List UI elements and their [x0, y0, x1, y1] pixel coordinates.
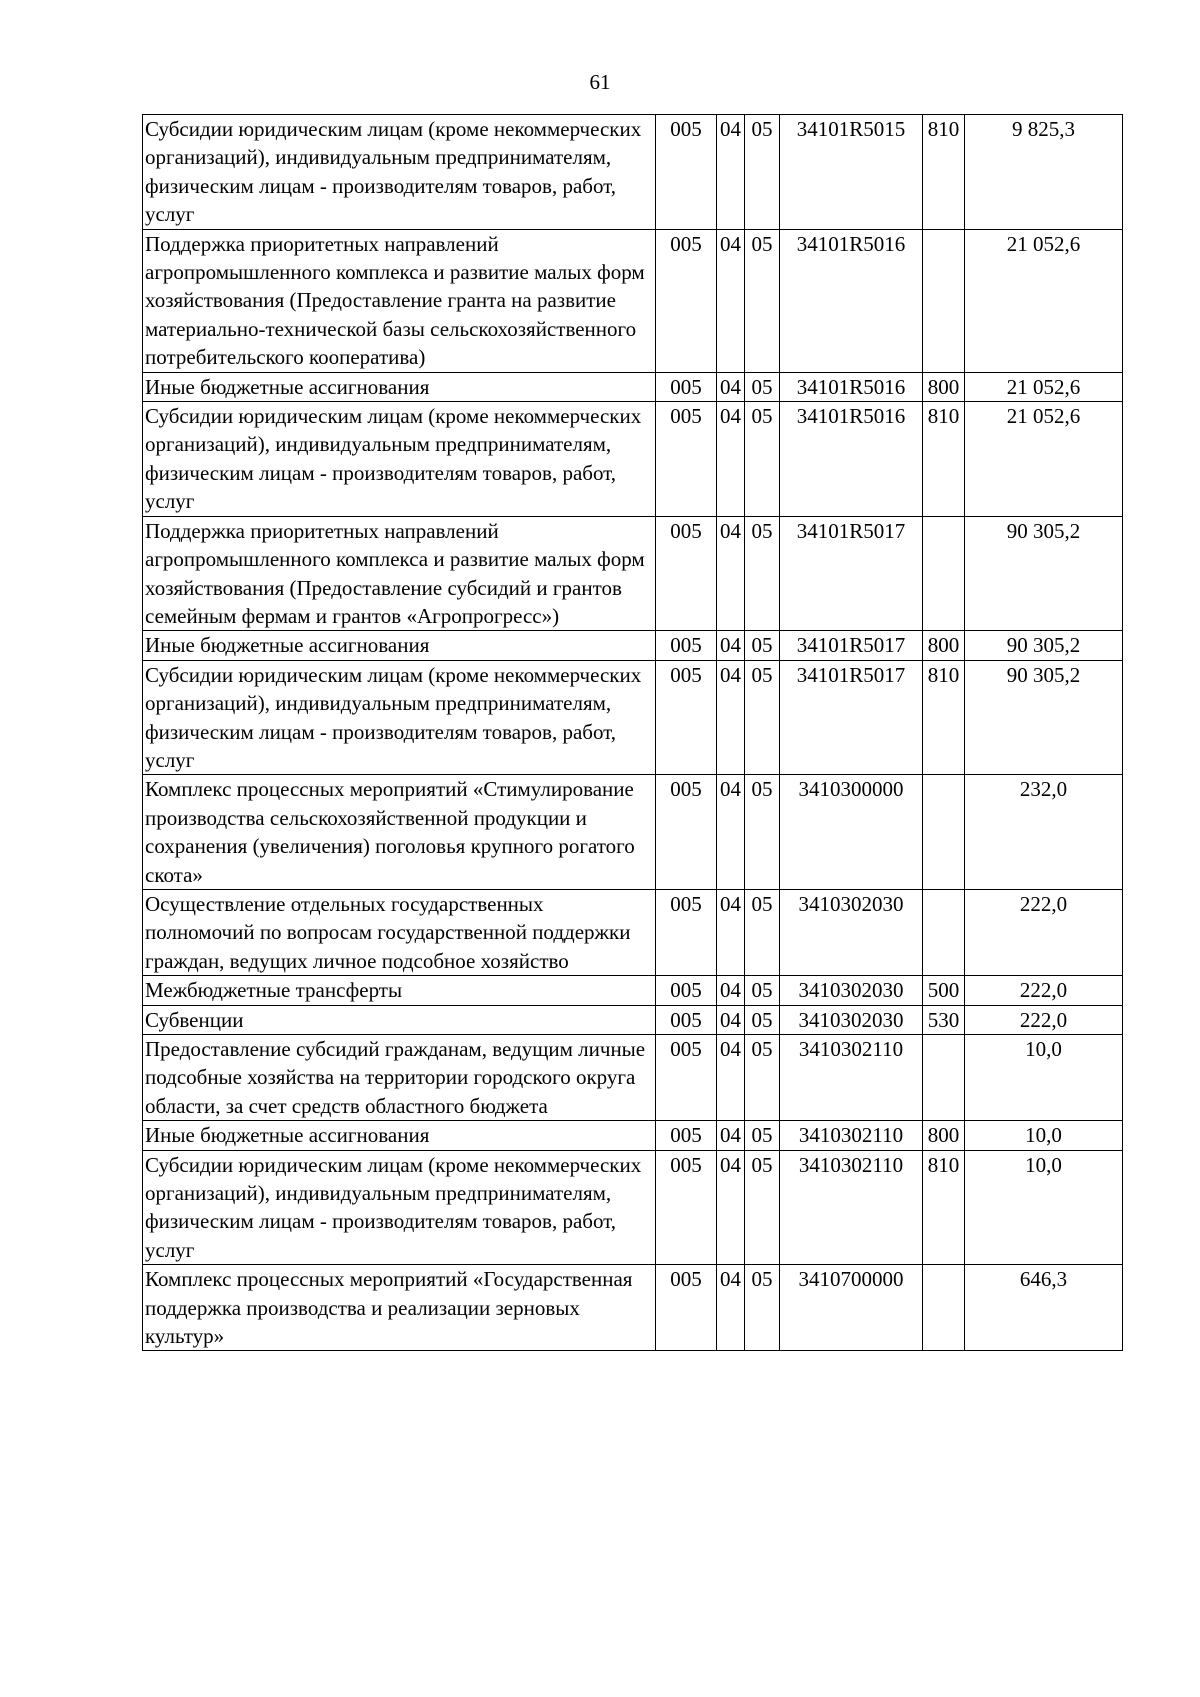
row-expense-type: 810	[923, 660, 965, 775]
row-section-code: 04	[717, 889, 745, 975]
row-section-code: 04	[717, 516, 745, 631]
row-target-article: 3410302030	[780, 889, 923, 975]
row-section-code: 04	[717, 1035, 745, 1121]
budget-table	[142, 114, 1123, 1351]
row-subsection-code: 05	[745, 372, 780, 401]
row-expense-type: 530	[923, 1005, 965, 1034]
row-amount: 222,0	[965, 889, 1123, 975]
page-number: 61	[589, 70, 611, 94]
row-section-code: 04	[717, 775, 745, 890]
table-row	[143, 1005, 1123, 1034]
row-amount: 90 305,2	[965, 516, 1123, 631]
row-subsection-code: 05	[745, 229, 780, 372]
row-ved-code: 005	[656, 516, 717, 631]
row-name: Субсидии юридическим лицам (кроме некоммерческих организаций), индивидуальным предпринимателям, физическим лицам - производителям товаров, работ, услуг	[143, 115, 656, 230]
row-name: Осуществление отдельных государственных полномочий по вопросам государственной поддержки граждан, ведущих личное подсобное хозяйство	[143, 889, 656, 975]
table-row	[143, 1121, 1123, 1150]
row-section-code: 04	[717, 631, 745, 660]
table-row	[143, 115, 1123, 230]
row-target-article: 3410302110	[780, 1150, 923, 1265]
row-expense-type	[923, 229, 965, 372]
row-section-code: 04	[717, 229, 745, 372]
row-ved-code: 005	[656, 631, 717, 660]
table-row	[143, 1150, 1123, 1265]
row-name: Иные бюджетные ассигнования	[143, 372, 656, 401]
row-section-code: 04	[717, 1265, 745, 1351]
row-ved-code: 005	[656, 1265, 717, 1351]
row-amount: 10,0	[965, 1035, 1123, 1121]
row-name: Иные бюджетные ассигнования	[143, 1121, 656, 1150]
row-amount: 21 052,6	[965, 402, 1123, 517]
row-section-code: 04	[717, 976, 745, 1005]
row-name: Поддержка приоритетных направлений агропромышленного комплекса и развитие малых форм хозяйствования (Предоставление гранта на развитие материально-технической базы сельскохозяйственного потребительского кооператива)	[143, 229, 656, 372]
row-section-code: 04	[717, 1150, 745, 1265]
row-section-code: 04	[717, 1121, 745, 1150]
row-name: Предоставление субсидий гражданам, ведущим личные подсобные хозяйства на территории городского округа области, за счет средств областного бюджета	[143, 1035, 656, 1121]
row-ved-code: 005	[656, 775, 717, 890]
row-ved-code: 005	[656, 372, 717, 401]
row-subsection-code: 05	[745, 1035, 780, 1121]
row-target-article: 3410300000	[780, 775, 923, 890]
row-ved-code: 005	[656, 229, 717, 372]
row-expense-type	[923, 775, 965, 890]
row-section-code: 04	[717, 115, 745, 230]
row-amount: 222,0	[965, 1005, 1123, 1034]
row-name: Поддержка приоритетных направлений агропромышленного комплекса и развитие малых форм хозяйствования (Предоставление субсидий и грантов семейным фермам и грантов «Агропрогресс»)	[143, 516, 656, 631]
row-subsection-code: 05	[745, 631, 780, 660]
table-row	[143, 229, 1123, 372]
row-ved-code: 005	[656, 660, 717, 775]
table-row	[143, 372, 1123, 401]
table-row	[143, 631, 1123, 660]
row-name: Субсидии юридическим лицам (кроме некоммерческих организаций), индивидуальным предпринимателям, физическим лицам - производителям товаров, работ, услуг	[143, 402, 656, 517]
row-amount: 90 305,2	[965, 660, 1123, 775]
row-name: Иные бюджетные ассигнования	[143, 631, 656, 660]
row-expense-type	[923, 1265, 965, 1351]
row-subsection-code: 05	[745, 1121, 780, 1150]
table-row	[143, 775, 1123, 890]
row-section-code: 04	[717, 402, 745, 517]
row-expense-type: 800	[923, 372, 965, 401]
row-amount: 222,0	[965, 976, 1123, 1005]
table-row	[143, 516, 1123, 631]
row-expense-type	[923, 1035, 965, 1121]
row-target-article: 34101R5017	[780, 631, 923, 660]
row-subsection-code: 05	[745, 889, 780, 975]
table-row	[143, 1265, 1123, 1351]
row-amount: 646,3	[965, 1265, 1123, 1351]
row-name: Субсидии юридическим лицам (кроме некоммерческих организаций), индивидуальным предпринимателям, физическим лицам - производителям товаров, работ, услуг	[143, 660, 656, 775]
row-target-article: 34101R5016	[780, 229, 923, 372]
row-target-article: 3410302110	[780, 1121, 923, 1150]
row-ved-code: 005	[656, 1150, 717, 1265]
row-name: Субсидии юридическим лицам (кроме некоммерческих организаций), индивидуальным предпринимателям, физическим лицам - производителям товаров, работ, услуг	[143, 1150, 656, 1265]
row-target-article: 3410302110	[780, 1035, 923, 1121]
row-subsection-code: 05	[745, 115, 780, 230]
table-row	[143, 402, 1123, 517]
row-target-article: 34101R5016	[780, 372, 923, 401]
row-expense-type: 500	[923, 976, 965, 1005]
row-expense-type: 800	[923, 631, 965, 660]
row-ved-code: 005	[656, 1035, 717, 1121]
row-amount: 9 825,3	[965, 115, 1123, 230]
row-amount: 90 305,2	[965, 631, 1123, 660]
row-subsection-code: 05	[745, 775, 780, 890]
row-subsection-code: 05	[745, 1150, 780, 1265]
row-section-code: 04	[717, 1005, 745, 1034]
row-target-article: 3410700000	[780, 1265, 923, 1351]
row-subsection-code: 05	[745, 976, 780, 1005]
table-row	[143, 976, 1123, 1005]
row-ved-code: 005	[656, 1121, 717, 1150]
row-amount: 10,0	[965, 1121, 1123, 1150]
row-expense-type: 810	[923, 1150, 965, 1265]
row-amount: 10,0	[965, 1150, 1123, 1265]
row-expense-type	[923, 889, 965, 975]
row-name: Субвенции	[143, 1005, 656, 1034]
row-name: Комплекс процессных мероприятий «Государственная поддержка производства и реализации зерновых культур»	[143, 1265, 656, 1351]
row-target-article: 34101R5017	[780, 516, 923, 631]
table-row	[143, 1035, 1123, 1121]
row-name: Межбюджетные трансферты	[143, 976, 656, 1005]
row-subsection-code: 05	[745, 1005, 780, 1034]
row-expense-type: 810	[923, 115, 965, 230]
row-section-code: 04	[717, 372, 745, 401]
table-row	[143, 660, 1123, 775]
row-ved-code: 005	[656, 976, 717, 1005]
row-ved-code: 005	[656, 1005, 717, 1034]
row-section-code: 04	[717, 660, 745, 775]
row-subsection-code: 05	[745, 1265, 780, 1351]
row-subsection-code: 05	[745, 660, 780, 775]
row-name: Комплекс процессных мероприятий «Стимулирование производства сельскохозяйственной продукции и сохранения (увеличения) поголовья крупного рогатого скота»	[143, 775, 656, 890]
row-subsection-code: 05	[745, 402, 780, 517]
row-target-article: 3410302030	[780, 976, 923, 1005]
row-ved-code: 005	[656, 889, 717, 975]
row-expense-type: 800	[923, 1121, 965, 1150]
row-expense-type	[923, 516, 965, 631]
row-target-article: 34101R5017	[780, 660, 923, 775]
row-expense-type: 810	[923, 402, 965, 517]
row-amount: 21 052,6	[965, 229, 1123, 372]
row-amount: 21 052,6	[965, 372, 1123, 401]
row-target-article: 34101R5015	[780, 115, 923, 230]
row-amount: 232,0	[965, 775, 1123, 890]
row-subsection-code: 05	[745, 516, 780, 631]
row-ved-code: 005	[656, 115, 717, 230]
row-ved-code: 005	[656, 402, 717, 517]
table-row	[143, 889, 1123, 975]
row-target-article: 34101R5016	[780, 402, 923, 517]
row-target-article: 3410302030	[780, 1005, 923, 1034]
